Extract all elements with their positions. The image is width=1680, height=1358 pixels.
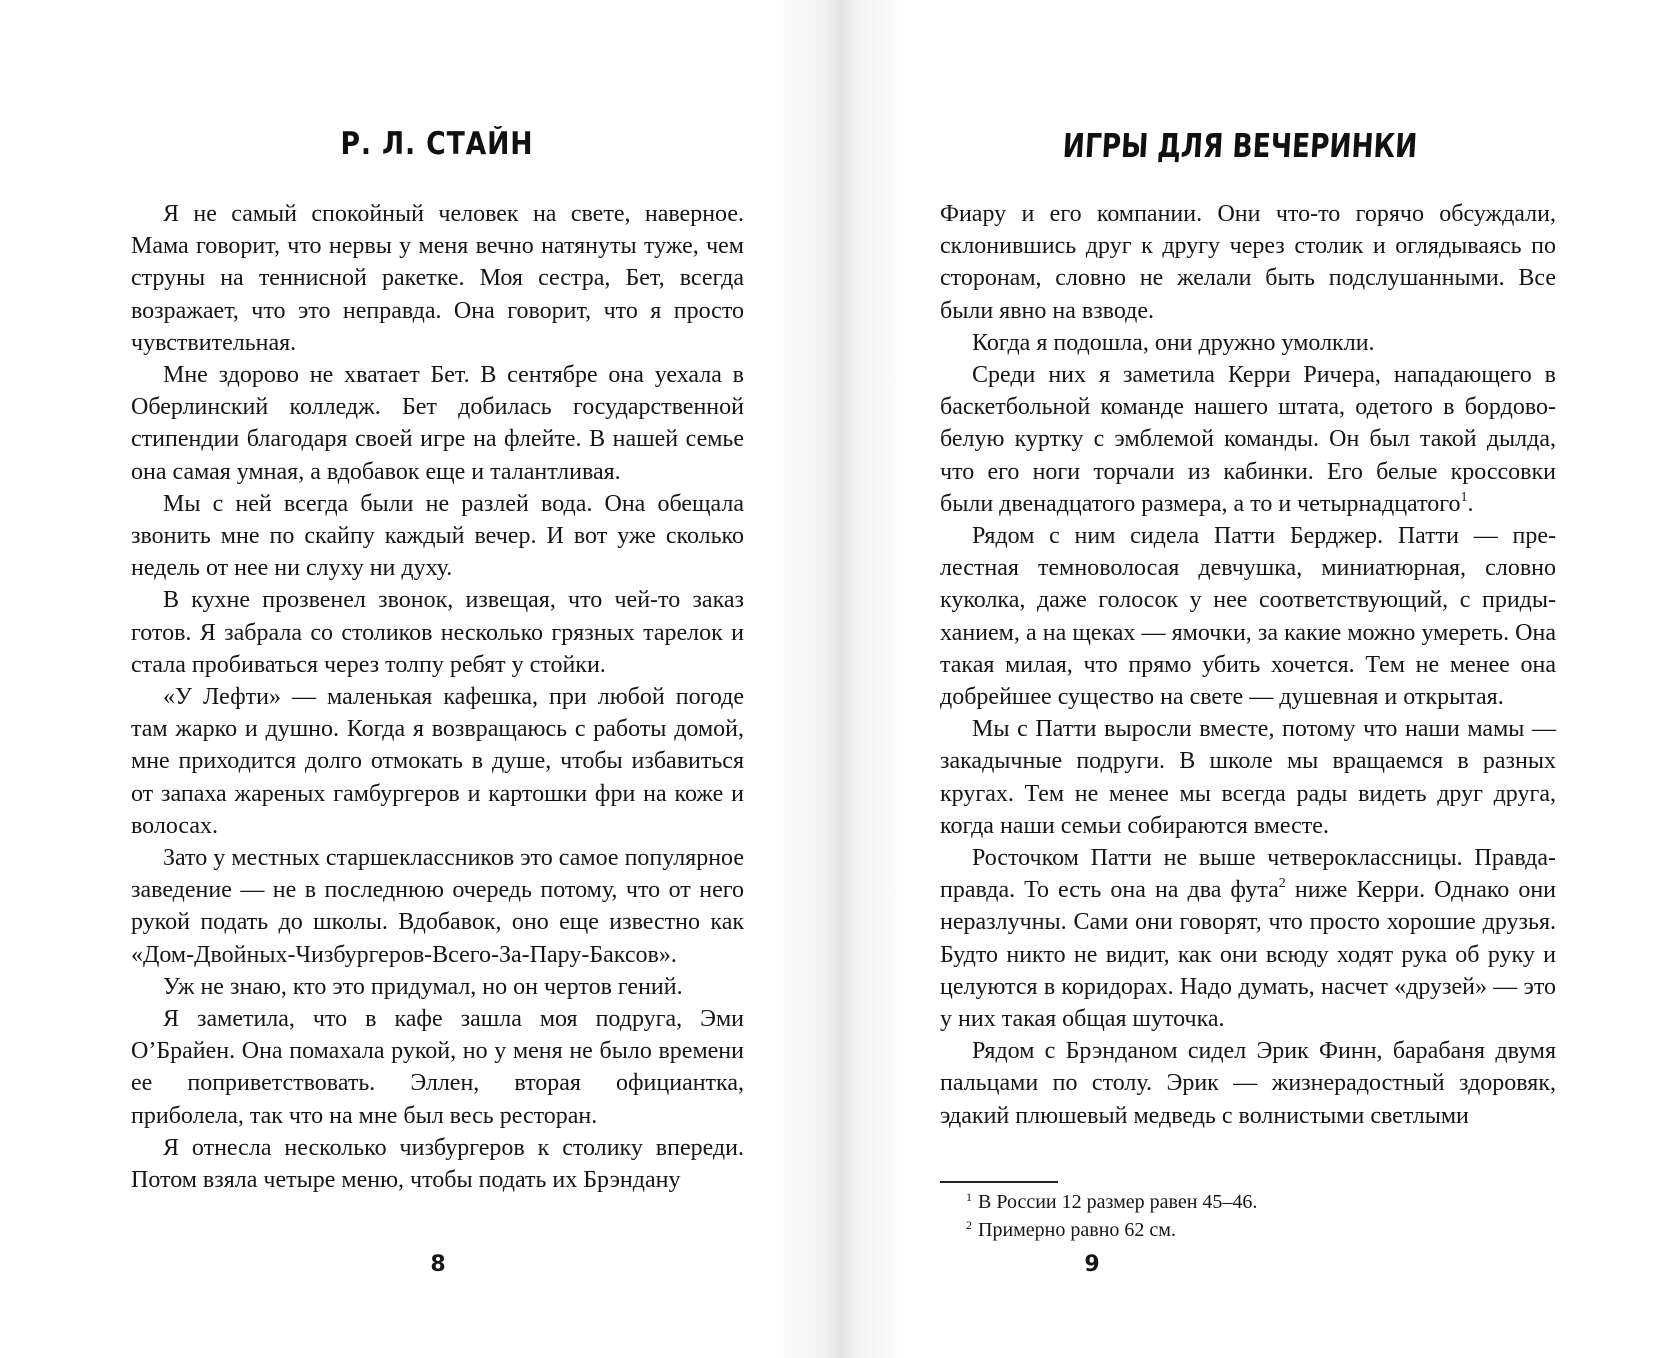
paragraph-text: Росточком Патти не выше четвероклассницы. Правда-правда. То есть она на два фута — [940, 845, 1556, 904]
paragraph: Уж не знаю, кто это придумал, но он чертов гений. — [163, 973, 683, 1000]
paragraph: Мы с ней всегда были не разлей вода. Она обещала звонить мне по скайпу каждый вечер. И вот уже сколько недель от нее ни слуху ни духу. — [131, 490, 744, 582]
footnote — [940, 1188, 1540, 1216]
paragraph: Рядом с ним сидела Патти Берджер. Патти — прелестная темноволосая девчушка, миниатюрная, словно куколка, даже голосок у нее соответствующий, с придыханием, а на щеках — ямочки, за какие можно умереть. Она такая милая, что прямо убить хочется. Тем не менее она добрейшее существо на свете — душевная и открытая. — [940, 523, 1556, 711]
right-page — [840, 0, 1680, 1358]
paragraph: Среди них я заметила Керри Ричера, нападающего в баскетбольной команде нашего штата, одетого в бордово-белую куртку с эмблемой команды. Он был такой дылда, что его ноги торчали из кабинки. Его белые кроссовки были двенадцатого размера, а то и четырнадцатого$^1$. — [940, 362, 1556, 517]
running-head-title: ИГРЫ ДЛЯ ВЕЧЕРИНКИ — [1061, 126, 1419, 165]
page-number: 9 — [1084, 1252, 1100, 1277]
paragraph: В кухне прозвенел звонок, извещая, что чей-то заказ готов. Я забрала со столиков несколько грязных тарелок и стала пробиваться через толпу ребят у стойки. — [131, 587, 744, 678]
paragraph: Я отнесла несколько чизбургеров к столику впереди. Потом взяла четыре меню, чтобы подать их Брэндану — [131, 1134, 744, 1194]
paragraph: Когда я подошла, они дружно умолкли. — [972, 329, 1375, 356]
footnote-reference: 2 — [1278, 876, 1286, 892]
paragraph: Я заметила, что в кафе зашла моя подруга, Эми О’Брайен. Она помахала рукой, но у меня не было времени ее поприветствовать. Эллен, вторая официантка, приболела, так что на мне был весь ресторан. — [131, 1006, 744, 1129]
paragraph: Мы с Патти выросли вместе, потому что наши мамы — закадычные подруги. В школе мы вращаемся в разных кругах. Тем не менее мы всегда рады видеть друг друга, когда наши семьи собираются вместе. — [940, 716, 1556, 839]
paragraph: «У Лефти» — маленькая кафешка, при любой погоде там жарко и душно. Когда я возвращаюсь с работы домой, мне приходится долго отмокать в душе, чтобы избавиться от запаха жареных гамбургеров и картошки фри на коже и волосах. — [131, 684, 744, 839]
footnote-divider — [940, 1181, 1058, 1183]
footnote-number: 1 — [966, 1190, 972, 1204]
footnote-reference: 1 — [1460, 489, 1468, 505]
body-text — [131, 198, 744, 1196]
footnote-number: 2 — [966, 1218, 972, 1232]
paragraph: Фиару и его компании. Они что-то горячо обсуждали, склонившись друг к другу через столик и оглядываясь по сторонам, словно не желали быть подслушанными. Все были явно на взводе. — [940, 201, 1556, 324]
footnote-text: В России 12 размер равен 45–46. — [978, 1191, 1258, 1213]
paragraph: Зато у местных старшеклассников это самое популярное заведение — не в последнюю очередь потому, что от него рукой подать до школы. Вдобавок, оно еще известно как «Дом-Двойных-Чизбургеров-Всего-За-Пару-Баксов». — [131, 845, 744, 968]
footnotes — [940, 1188, 1540, 1244]
paragraph-text: Среди них я заметила Керри Ричера, нападающего в баскетбольной команде нашего штата, одетого в бордово-белую куртку с эмблемой команды. Он был такой дылда, что его ноги торчали из кабинки. Его белые кроссовки были двенадцатого размера, а то и четырнадцатого — [940, 362, 1556, 517]
paragraph: Я не самый спокойный человек на свете, наверное. Мама говорит, что нервы у меня вечно натянуты туже, чем струны на теннисной ракетке. Моя сестра, Бет, всегда возражает, что это неправда. Она говорит, что я просто чувствительная. — [131, 201, 744, 356]
paragraph — [940, 842, 1556, 1035]
footnote-text: Примерно равно 62 см. — [978, 1219, 1176, 1241]
running-head-author: Р. Л. СТАЙН — [340, 126, 534, 162]
footnote — [940, 1216, 1540, 1244]
body-text — [940, 198, 1556, 1132]
paragraph: Рядом с Брэнданом сидел Эрик Финн, барабаня двумя пальцами по столу. Эрик — жизнерадостный здоровяк, эдакий плюшевый медведь с волнистыми светлыми — [940, 1038, 1556, 1129]
paragraph: Мне здорово не хватает Бет. В сентябре она уехала в Оберлинский колледж. Бет добилась государственной стипендии благодаря своей игре на флейте. В нашей семье она самая умная, а вдобавок еще и талантливая. — [131, 362, 744, 485]
paragraph-text: ниже Керри. Однако они неразлучны. Сами они говорят, что просто хорошие друзья. Будто никто не видит, как они всюду ходят рука об руку и целуются в коридорах. Надо думать, насчет «друзей» — это у них такая общая шуточка. — [940, 877, 1557, 1033]
page-number: 8 — [430, 1252, 446, 1277]
